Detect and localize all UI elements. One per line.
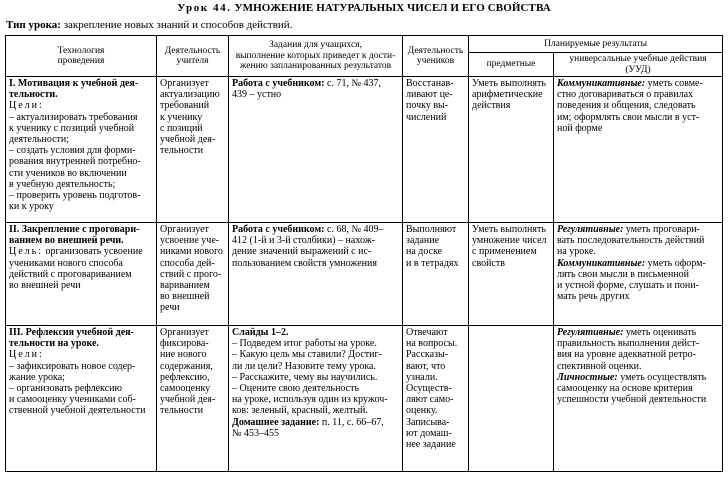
students-text: задание <box>406 235 440 247</box>
uud-label: Личностные: <box>557 371 618 383</box>
teacher-text: Организует <box>160 78 209 89</box>
teacher-text: Организует <box>160 327 209 338</box>
header-teacher <box>157 36 229 77</box>
textbook-label: Работа с учебником: <box>232 78 325 89</box>
uud-text: и устной форме, слушать и пони- <box>557 280 699 292</box>
header-subject: предметные <box>469 53 554 77</box>
tasks-text: с. 68, № 409– <box>327 224 384 235</box>
uud-line <box>557 327 719 338</box>
tasks-line <box>232 224 399 235</box>
table-row <box>6 223 723 326</box>
goals-text: во внешней речи <box>9 280 81 292</box>
uud-text: на уроке. <box>557 246 596 258</box>
header-universal-line: (УУД) <box>625 64 651 75</box>
teacher-text: вариванием <box>160 280 210 292</box>
homework-text: п. 11, с. 66–67, <box>321 416 384 428</box>
header-row-top <box>6 36 723 53</box>
goals-text: к ученику с позиций учебной <box>9 122 135 134</box>
tasks-text: дение значений выражений с ис- <box>232 246 372 258</box>
students-text: Восстанав- <box>406 78 454 89</box>
header-students-line: учеников <box>416 56 455 66</box>
uud-text: им; оформлять свои мысли в уст- <box>557 111 700 123</box>
uud-label: Коммуникативные: <box>557 78 646 89</box>
students-text: на вопросы. <box>406 338 458 350</box>
tasks-cell <box>229 326 403 472</box>
tasks-text: – Какую цель мы ставили? Достиг- <box>232 349 382 361</box>
uud-text: самооценку на основе критерия <box>557 383 693 395</box>
students-text: нее задание <box>406 439 456 451</box>
teacher-text: во внешней <box>160 291 210 303</box>
goals-label: Цель: <box>9 246 43 258</box>
homework-label: Домашнее задание: <box>232 416 320 428</box>
students-text: ют домаш- <box>406 427 452 439</box>
teacher-text: актуализацию <box>160 89 220 101</box>
table-row <box>6 77 723 223</box>
tasks-text: ков: зеленый, красный, желтый. <box>232 405 368 417</box>
header-students-line: Деятельность <box>407 45 464 56</box>
header-technology <box>6 36 157 77</box>
tasks-line <box>232 78 399 89</box>
students-text: числений <box>406 111 447 123</box>
stage-title: II. Закрепление с проговари- <box>9 224 140 235</box>
uud-text: лять свои мысли в письменной <box>557 268 690 280</box>
header-teacher-line: Деятельность <box>164 45 221 56</box>
students-text: Выполняют <box>406 224 457 235</box>
uud-text: вать последовательность действий <box>557 235 705 247</box>
goals-text: – создать условия для форми- <box>9 145 136 157</box>
lesson-type-label: Тип урока: <box>6 19 61 31</box>
stage-title: тельности. <box>9 89 58 101</box>
teacher-cell <box>157 77 229 223</box>
goals-text: деятельности; <box>9 134 70 146</box>
uud-label: Регулятивные: <box>557 327 624 338</box>
goals-text: – организовать рефлексию <box>9 383 122 395</box>
teacher-text: учебной дея- <box>160 134 216 146</box>
goals-text: ственной учебной деятельности <box>9 405 146 417</box>
subject-result-text: Уметь выполнять <box>472 224 546 235</box>
header-tasks-line: жению запланированных результатов <box>239 61 392 72</box>
uud-line <box>557 258 719 269</box>
goals-text: учениками нового способа <box>9 257 123 269</box>
textbook-label: Работа с учебником: <box>232 224 325 235</box>
students-text: ляют само- <box>406 394 454 406</box>
subject-result-text: умножение чисел <box>472 235 547 247</box>
teacher-text: рефлексию, <box>160 371 210 383</box>
subject-result-cell <box>469 77 554 223</box>
teacher-text: тельности <box>160 405 204 417</box>
uud-text: уметь осуществлять <box>620 371 707 383</box>
lesson-topic: УМНОЖЕНИЕ НАТУРАЛЬНЫХ ЧИСЕЛ И ЕГО СВОЙСТВА <box>234 2 551 14</box>
subject-result-text: арифметические <box>472 89 543 101</box>
students-text: Отвечают <box>406 327 448 338</box>
teacher-text: ствий с прого- <box>160 268 222 280</box>
goals-text: – проверить уровень подготов- <box>9 190 141 202</box>
stage-title: тельности на уроке. <box>9 338 99 350</box>
uud-text: стно договариваться о правилах <box>557 89 694 101</box>
subject-result-text: свойств <box>472 257 505 269</box>
teacher-text: усвоение уче- <box>160 235 220 247</box>
teacher-text: способа дей- <box>160 257 215 269</box>
slides-label: Слайды 1–2. <box>232 327 289 338</box>
goals-text: – актуализировать требования <box>9 111 138 123</box>
subject-result-text: действия <box>472 100 511 112</box>
subject-result-cell <box>469 223 554 326</box>
tasks-text: пользованием свойств умножения <box>232 257 377 269</box>
lesson-plan-table <box>5 35 723 472</box>
uud-line <box>557 78 719 89</box>
teacher-cell <box>157 326 229 472</box>
subject-result-cell <box>469 326 554 472</box>
teacher-text: речи <box>160 302 180 314</box>
uud-cell <box>554 326 723 472</box>
stage-title: ванием во внешней речи. <box>9 235 124 247</box>
tasks-text: 439 – устно <box>232 89 282 101</box>
uud-label: Регулятивные: <box>557 224 624 235</box>
teacher-cell <box>157 223 229 326</box>
uud-cell <box>554 223 723 326</box>
header-students <box>403 36 469 77</box>
tasks-text: 412 (1-й и 3-й столбики) – нахож- <box>232 235 375 247</box>
homework-line <box>232 417 399 428</box>
uud-text: уметь проговари- <box>625 224 700 235</box>
goals-text: рования внутренней потребно- <box>9 156 141 168</box>
teacher-text: фиксирова- <box>160 338 209 350</box>
teacher-text: самооценку <box>160 383 211 395</box>
homework-text: № 453–455 <box>232 427 280 439</box>
goals-text: ки к уроку <box>9 201 54 213</box>
uud-text: уметь оценивать <box>625 327 697 338</box>
goals-text: организовать усвоение <box>45 246 143 258</box>
header-technology-line: проведения <box>57 56 105 66</box>
goals-text: в учебную деятельность; <box>9 178 116 190</box>
tasks-cell <box>229 223 403 326</box>
students-text: и в тетрадях <box>406 257 459 269</box>
goals-label: Цели: <box>9 100 44 112</box>
subject-result-text: Уметь выполнять <box>472 78 546 89</box>
tasks-cell <box>229 77 403 223</box>
goals-text: сти учеников во включении <box>9 167 127 179</box>
header-tasks-line: выполнение которых приведет к дости- <box>235 50 396 61</box>
uud-text: успешности учебной деятельности <box>557 394 707 406</box>
table-row <box>6 326 723 472</box>
teacher-text: никами нового <box>160 246 223 258</box>
uud-text: вия на уровне адекватной ретро- <box>557 349 696 361</box>
uud-text: ной форме <box>557 122 603 134</box>
students-text: Рассказы- <box>406 349 449 361</box>
header-technology-line: Технология <box>57 45 105 56</box>
uud-text: уметь оформ- <box>647 257 706 269</box>
teacher-text: Организует <box>160 224 209 235</box>
teacher-text: с позиций <box>160 122 203 134</box>
tasks-text: – Подведем итог работы на уроке. <box>232 338 377 350</box>
goals-text: и самооценку учениками соб- <box>9 394 136 406</box>
header-universal <box>554 53 723 77</box>
teacher-text: учебной дея- <box>160 394 216 406</box>
tasks-text: с. 71, № 437, <box>327 78 381 89</box>
lesson-type-value: закрепление новых знаний и способов действий. <box>63 19 293 31</box>
uud-line <box>557 224 719 235</box>
students-text: Осуществ- <box>406 383 452 395</box>
uud-text: поведения и общения, следовать <box>557 100 696 112</box>
teacher-text: содержания, <box>160 360 213 372</box>
uud-cell <box>554 77 723 223</box>
goals-text: действий с проговариванием <box>9 268 132 280</box>
students-cell <box>403 223 469 326</box>
goals-text: – зафиксировать новое содер- <box>9 360 136 372</box>
students-cell <box>403 77 469 223</box>
goals-line <box>9 246 153 257</box>
tasks-text: на уроке, используя один из кружоч- <box>232 394 388 406</box>
students-cell <box>403 326 469 472</box>
students-text: вают, что <box>406 360 446 372</box>
uud-text: спективной оценки. <box>557 360 642 372</box>
students-text: на доске <box>406 246 443 258</box>
students-text: Записыва- <box>406 416 450 428</box>
stage-title: I. Мотивация к учебной дея- <box>9 78 139 89</box>
uud-line <box>557 372 719 383</box>
header-planned: Планируемые результаты <box>469 36 723 53</box>
tasks-text: – Расскажите, чему вы научились. <box>232 371 378 383</box>
goals-text: жание урока; <box>9 371 65 383</box>
lesson-type <box>6 19 292 31</box>
students-text: оценку. <box>406 405 438 417</box>
uud-text: уметь совме- <box>647 78 703 89</box>
stage-title: III. Рефлексия учебной дея- <box>9 327 134 338</box>
tasks-text: – Оцените свою деятельность <box>232 383 360 395</box>
tasks-text: ли ли цели? Назовите тему урока. <box>232 360 376 372</box>
students-text: почку вы- <box>406 100 449 112</box>
technology-cell <box>6 223 157 326</box>
goals-label: Цели: <box>9 349 44 361</box>
header-tasks <box>229 36 403 77</box>
students-text: узнали. <box>406 371 438 383</box>
uud-text: мать речь других <box>557 291 630 303</box>
teacher-text: к ученику <box>160 111 203 123</box>
technology-cell <box>6 77 157 223</box>
lesson-title <box>0 2 728 14</box>
header-tasks-line: Задания для учащихся, <box>269 40 362 51</box>
lesson-number: Урок 44. <box>177 2 232 14</box>
uud-text: правильность выполнения дейст- <box>557 338 700 350</box>
header-teacher-line: учителя <box>176 56 209 66</box>
teacher-text: ние нового <box>160 349 207 361</box>
subject-result-text: с применением <box>472 246 537 258</box>
uud-label: Коммуникативные: <box>557 257 646 269</box>
students-text: ливают це- <box>406 89 453 101</box>
header-universal-line: универсальные учебные действия <box>569 54 707 64</box>
teacher-text: требований <box>160 100 210 112</box>
technology-cell <box>6 326 157 472</box>
teacher-text: тельности <box>160 145 204 157</box>
